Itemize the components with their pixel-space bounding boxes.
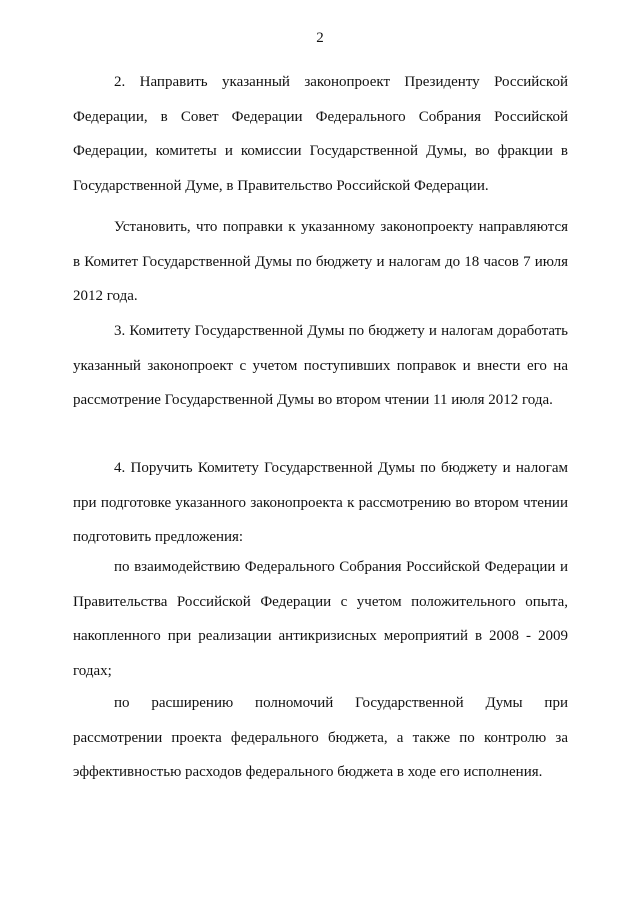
paragraph-proposal-interaction: по взаимодействию Федерального Собрания Российской Федерации и Правительства Российской Федерации с учетом положительного опыта, накопленного при реализации антикризисных мероприятий в 2008 - 2009 годах; [73, 559, 568, 679]
paragraph-item-4-instruct-committee: 4. Поручить Комитету Государственной Думы по бюджету и налогам при подготовке указанного законопроекта к рассмотрению во втором чтении подготовить предложения: [73, 460, 568, 545]
paragraph-proposal-powers: по расширению полномочий Государственной Думы при рассмотрении проекта федерального бюджета, а также по контролю за эффективностью расходов федерального бюджета в ходе его исполнения. [73, 695, 568, 780]
paragraph-item-2-send-bill: 2. Направить указанный законопроект Президенту Российской Федерации, в Совет Федерации Федерального Собрания Российской Федерации, комитеты и комиссии Государственной Думы, во фракции в Государственной Думе, в Правительство Российской Федерации. [73, 74, 568, 194]
paragraph-amendments-deadline: Установить, что поправки к указанному законопроекту направляются в Комитет Государственной Думы по бюджету и налогам до 18 часов 7 июля 2012 года. [73, 219, 568, 304]
paragraph-item-3-committee-revise: 3. Комитету Государственной Думы по бюджету и налогам доработать указанный законопроект с учетом поступивших поправок и внести его на рассмотрение Государственной Думы во втором чтении 11 июля 2012 года. [73, 323, 568, 408]
page-number: 2 [316, 30, 324, 46]
